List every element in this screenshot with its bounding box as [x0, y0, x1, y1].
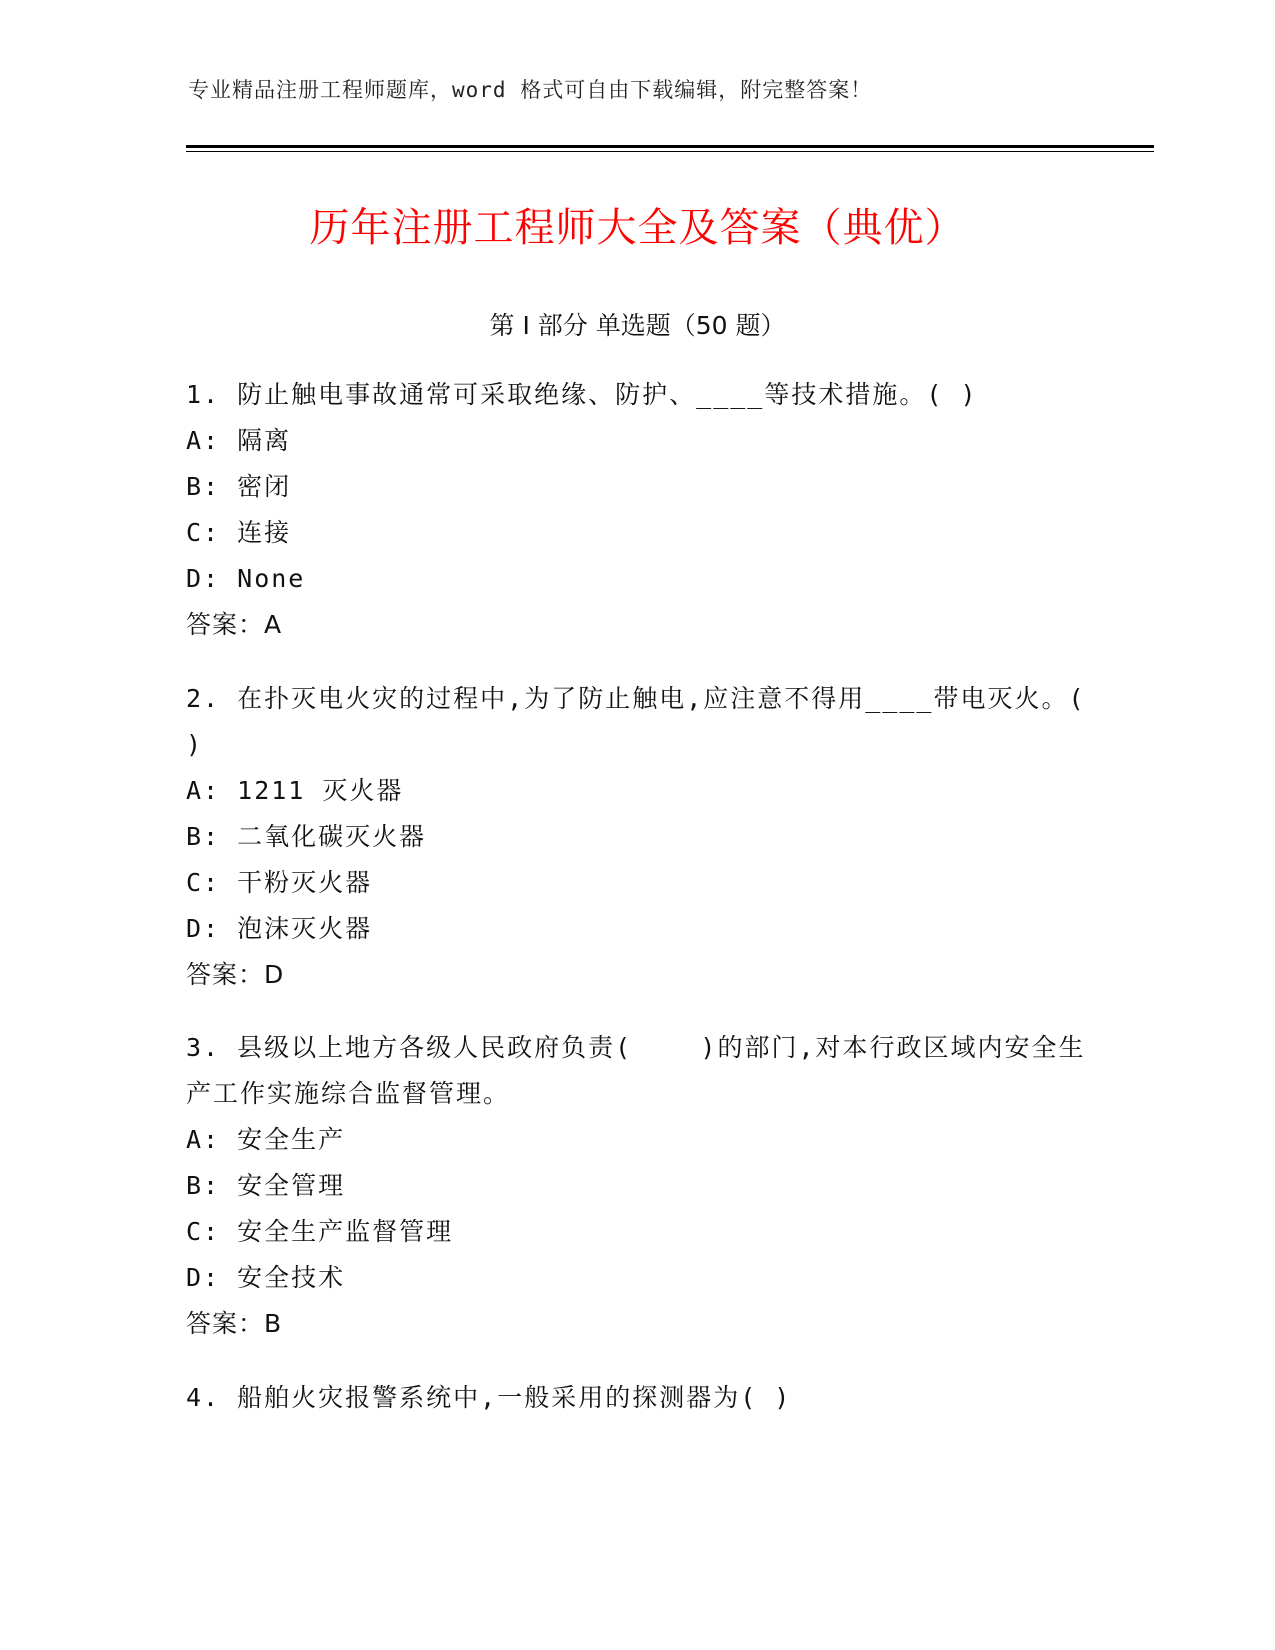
header-note: 专业精品注册工程师题库，word 格式可自由下载编辑，附完整答案！ — [188, 78, 873, 102]
option-a: A: 1211 灭火器 — [186, 776, 404, 805]
option-c: C: 连接 — [186, 518, 292, 547]
section-heading: 第 I 部分 单选题（50 题） — [489, 311, 786, 340]
answer: 答案：D — [186, 960, 285, 989]
question-stem: 1. 防止触电事故通常可采取绝缘、防护、____等技术措施。( ) — [186, 380, 978, 409]
option-c: C: 安全生产监督管理 — [186, 1217, 454, 1246]
option-b: B: 安全管理 — [186, 1171, 346, 1200]
question-1 — [186, 372, 1086, 648]
question-4 — [186, 1375, 1086, 1421]
question-stem: 4. 船舶火灾报警系统中,一般采用的探测器为( ) — [186, 1383, 792, 1412]
question-stem: 2. 在扑灭电火灾的过程中,为了防止触电,应注意不得用____带电灭火。( ) — [186, 684, 1103, 759]
option-a: A: 安全生产 — [186, 1125, 346, 1154]
option-a: A: 隔离 — [186, 426, 292, 455]
answer: 答案：B — [186, 1309, 283, 1338]
option-b: B: 二氧化碳灭火器 — [186, 822, 427, 851]
header-divider — [186, 145, 1154, 148]
option-d: D: None — [186, 564, 306, 593]
answer: 答案：A — [186, 610, 283, 639]
question-stem: 3. 县级以上地方各级人民政府负责( )的部门,对本行政区域内安全生产工作实施综合监督管理。 — [186, 1033, 1086, 1108]
option-c: C: 干粉灭火器 — [186, 868, 373, 897]
option-d: D: 安全技术 — [186, 1263, 346, 1292]
option-d: D: 泡沫灭火器 — [186, 914, 373, 943]
question-2 — [186, 676, 1103, 998]
option-b: B: 密闭 — [186, 472, 292, 501]
question-3 — [186, 1025, 1086, 1347]
document-title: 历年注册工程师大全及答案（典优） — [309, 205, 966, 251]
header-divider-thin — [186, 151, 1154, 152]
